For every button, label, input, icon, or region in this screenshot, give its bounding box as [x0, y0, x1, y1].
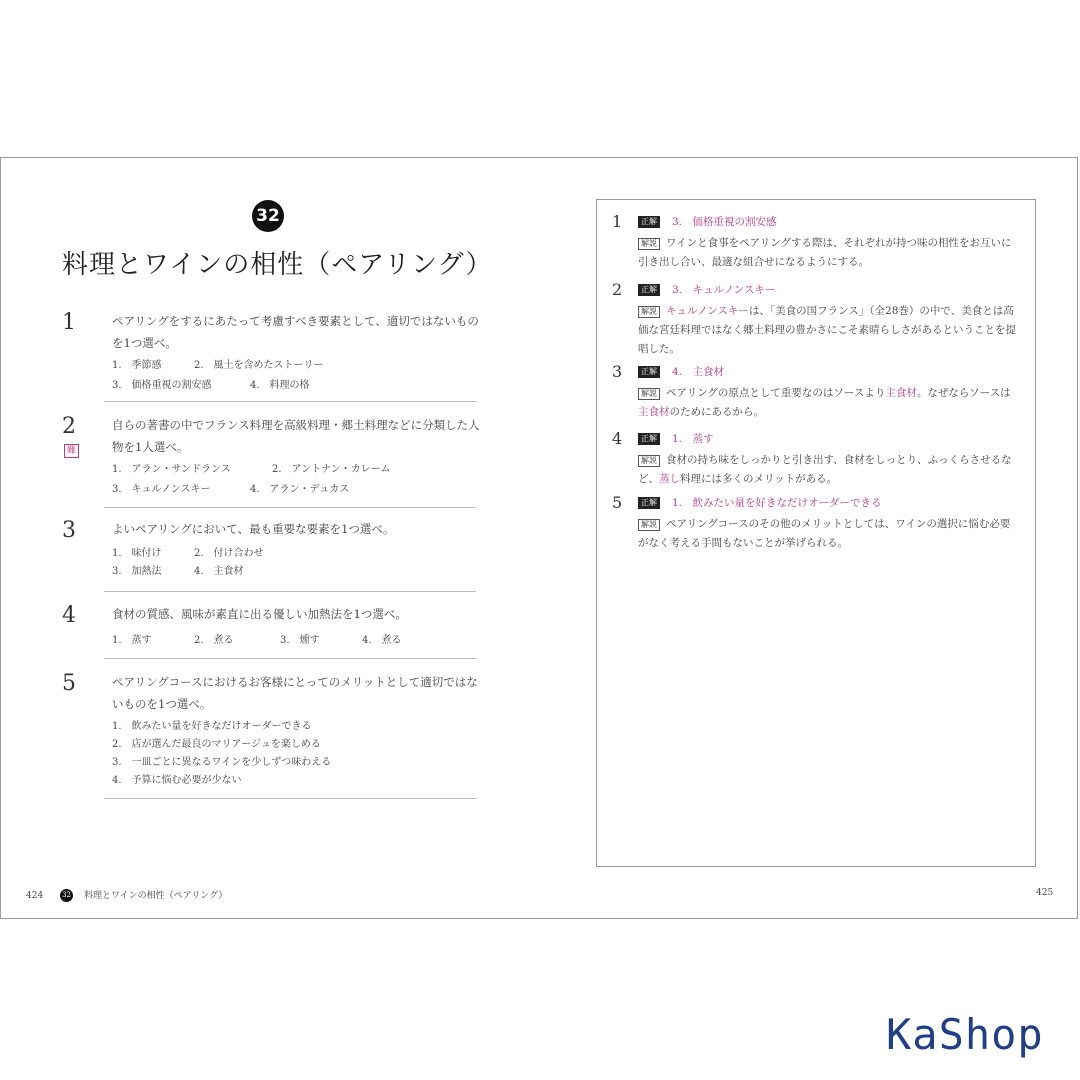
explanation-text: は、「美食の国フランス」（全28巻）の中で、美食とは高価な宮廷料理ではなく郷土料理の豊かさにこそ素晴らしさがあるということを提唱した。 [638, 305, 1016, 355]
highlight-term: 主食材 [638, 406, 670, 418]
explanation-text: 食材の持ち味をしっかりと引き出す、食材をしっとり、ふっくらさせるなど、 [638, 454, 1012, 485]
explanation-label: 解説 [638, 238, 660, 250]
option: 1. アラン・サンドランス [112, 464, 231, 475]
answer-number: 4 [612, 429, 623, 448]
highlight-term: キュルノンスキー [666, 305, 749, 317]
question-number: 1 [62, 310, 76, 335]
option: 2. 風土を含めたストーリー [194, 360, 324, 371]
explanation-text: ペアリングコースのその他のメリットとしては、ワインの選択に悩む必要がなく考える手間もないことが挙げられる。 [638, 518, 1011, 549]
explanation-label: 解説 [638, 306, 660, 318]
page-number-right: 425 [1036, 888, 1054, 898]
explanation [638, 302, 1018, 359]
option: 3. 一皿ごとに異なるワインを少しずつ味わえる [112, 757, 332, 768]
divider [104, 798, 476, 799]
explanation-text: のためにあるから。 [669, 406, 764, 418]
question-4 [62, 603, 482, 653]
answer-number: 1 [612, 212, 623, 231]
question-text: ペアリングをするにあたって考慮すべき要素として、適切ではないものを1つ選べ。 [112, 314, 479, 350]
divider [104, 591, 476, 592]
divider [104, 401, 476, 402]
option: 4. 予算に悩む必要が少ない [112, 775, 242, 786]
option: 3. キュルノンスキー [112, 484, 211, 495]
question-5 [62, 671, 482, 791]
correct-badge: 正解 [638, 497, 660, 509]
page-number-left: 424 [26, 891, 44, 901]
correct-badge: 正解 [638, 366, 660, 378]
option: 3. 価格重視の割安感 [112, 380, 212, 391]
footer-left [26, 888, 227, 902]
question-2 [62, 414, 482, 504]
question-3 [62, 518, 482, 588]
chapter-title: 料理とワインの相性（ペアリング） [62, 250, 493, 280]
option: 3. 燻す [280, 635, 320, 646]
chapter-number-badge: 32 [252, 200, 284, 232]
option: 2. 煮る [194, 635, 234, 646]
explanation [638, 451, 1018, 489]
question-text: 自らの著書の中でフランス料理を高級料理・郷土料理などに分類した人物を1人選べ。 [112, 418, 480, 454]
option: 2. 付け合わせ [194, 548, 264, 559]
question-number: 4 [62, 603, 76, 628]
question-number: 2 [62, 414, 76, 439]
chapter-icon: 32 [60, 889, 73, 902]
explanation-label: 解説 [638, 455, 660, 467]
explanation-text: 料理には多くのメリットがある。 [680, 473, 838, 485]
highlight-term: 蒸し [659, 473, 680, 485]
option: 1. 季節感 [112, 360, 162, 371]
correct-badge: 正解 [638, 433, 660, 445]
explanation [638, 384, 1018, 422]
explanation-text: ワインと食事をペアリングする際は、それぞれが持つ味の相性をお互いに引き出し合い、最適な組合せになるようにする。 [638, 237, 1012, 268]
question-text: ペアリングコースにおけるお客様にとってのメリットとして適切ではないものを1つ選べ。 [112, 675, 478, 711]
correct-answer: 3. 価格重視の割安感 [672, 216, 777, 228]
correct-answer: 1. 飲みたい量を好きなだけオーダーできる [672, 497, 882, 509]
shop-watermark: KaShop [886, 1010, 1044, 1059]
difficulty-tag: 難 [64, 444, 79, 458]
divider [104, 658, 476, 659]
explanation-label: 解説 [638, 388, 660, 400]
explanation [638, 234, 1018, 272]
divider [104, 507, 476, 508]
option: 2. アントナン・カレーム [272, 464, 391, 475]
question-text: よいペアリングにおいて、最も重要な要素を1つ選べ。 [112, 522, 395, 536]
option: 4. 煮る [362, 635, 402, 646]
option: 1. 飲みたい量を好きなだけオーダーできる [112, 721, 312, 732]
correct-badge: 正解 [638, 284, 660, 296]
question-text: 食材の質感、風味が素直に出る優しい加熱法を1つ選べ。 [112, 607, 407, 621]
explanation-label: 解説 [638, 519, 660, 531]
option: 2. 店が選んだ最良のマリアージュを楽しめる [112, 739, 321, 750]
explanation [638, 515, 1018, 553]
option: 4. 料理の格 [250, 380, 310, 391]
answer-number: 3 [612, 362, 623, 381]
option: 1. 蒸す [112, 635, 152, 646]
explanation-text: ペアリングの原点として重要なのはソースより [666, 387, 886, 399]
option: 1. 味付け [112, 548, 162, 559]
correct-answer: 1. 蒸す [672, 433, 714, 445]
correct-badge: 正解 [638, 216, 660, 228]
question-number: 3 [62, 518, 76, 543]
answer-number: 2 [612, 280, 623, 299]
answer-number: 5 [612, 493, 623, 512]
option: 4. 主食材 [194, 566, 244, 577]
highlight-term: 主食材 [885, 387, 917, 399]
question-1 [62, 310, 482, 400]
correct-answer: 3. キュルノンスキー [672, 284, 776, 296]
question-number: 5 [62, 671, 76, 696]
footer-section-title: 料理とワインの相性（ペアリング） [83, 891, 228, 901]
correct-answer: 4. 主食材 [672, 366, 725, 378]
option: 3. 加熱法 [112, 566, 162, 577]
option: 4. アラン・デュカス [250, 484, 350, 495]
explanation-text: 。なぜならソースは [916, 387, 1011, 399]
